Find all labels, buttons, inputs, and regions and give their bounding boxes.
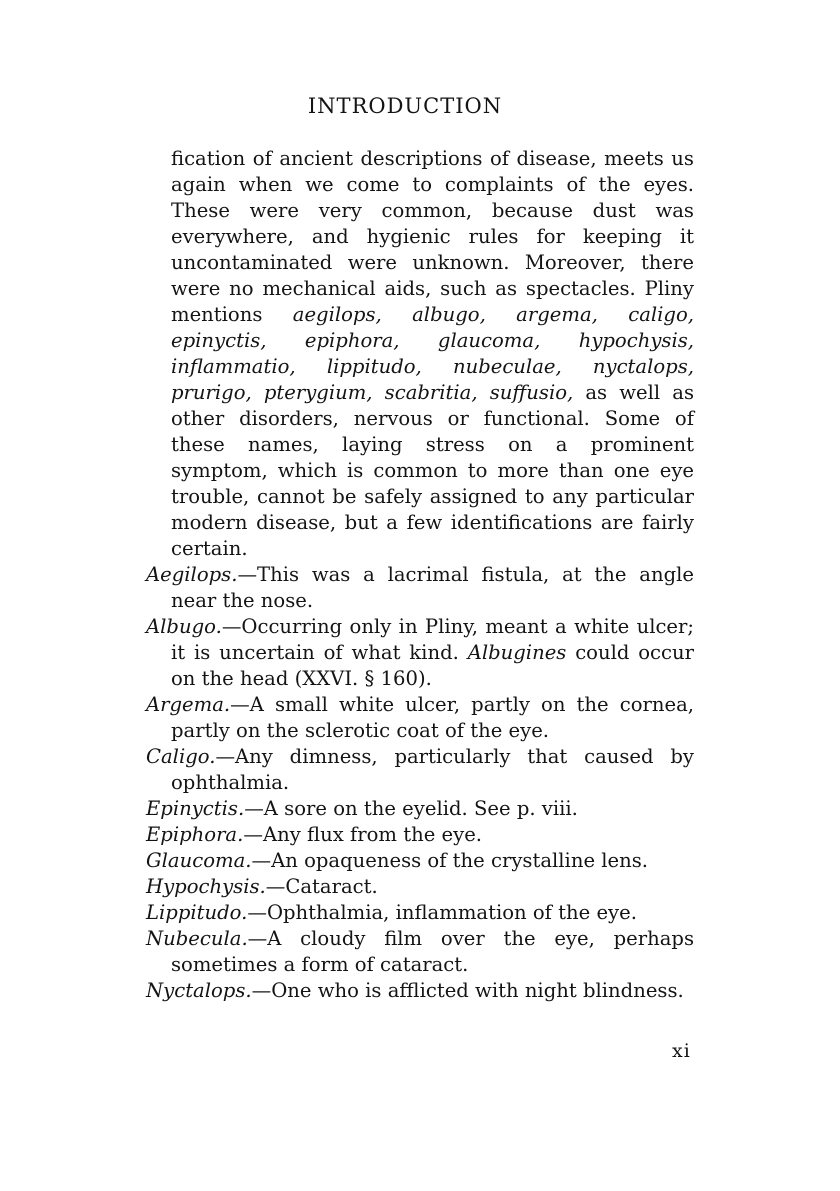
entry-definition: —This was a lacrimal fistula, at the angle near the nose. <box>171 563 694 612</box>
intro-paragraph <box>146 146 694 562</box>
entry-term: Lippitudo. <box>146 901 248 924</box>
page-number: xi <box>672 1040 691 1062</box>
entry-term: Nyctalops. <box>146 979 252 1002</box>
entry-definition: —An opaqueness of the crystalline lens. <box>251 849 649 872</box>
intro-text-before: fication of ancient descriptions of disease, meets us again when we come to complaints of the eyes. These were very common, because dust was everywhere, and hygienic rules for keeping it uncontaminated were unknown. Moreover, there were no mechanical aids, such as spectacles. Pliny mentions <box>171 147 694 326</box>
entry-definition-tail: could occur on the head (XXVI. § 160). <box>171 641 694 690</box>
glossary-entry-nubecula <box>146 926 694 978</box>
glossary-entry-argema <box>146 692 694 744</box>
entry-definition: —Ophthalmia, inflammation of the eye. <box>247 901 637 924</box>
glossary-entry-glaucoma <box>146 848 694 874</box>
entry-definition: —Any flux from the eye. <box>243 823 483 846</box>
glossary-entry-lippitudo <box>146 900 694 926</box>
entry-definition: —A sore on the eyelid. See p. viii. <box>244 797 578 820</box>
glossary-entry-hypochysis <box>146 874 694 900</box>
intro-text-after: as well as other disorders, nervous or functional. Some of these names, laying stress on a prominent symptom, which is common to more than one eye trouble, cannot be safely assigned to any particular modern disease, but a few identifications are fairly certain. <box>171 381 694 560</box>
entry-definition: —A small white ulcer, partly on the cornea, partly on the sclerotic coat of the eye. <box>171 693 694 742</box>
glossary-entry-aegilops <box>146 562 694 614</box>
entry-term: Albugo. <box>146 615 222 638</box>
entry-term: Caligo. <box>146 745 216 768</box>
entry-definition: —Cataract. <box>265 875 378 898</box>
body-text <box>146 146 694 1004</box>
glossary-entry-albugo <box>146 614 694 692</box>
entry-term: Aegilops. <box>146 563 238 586</box>
glossary-entry-epiphora <box>146 822 694 848</box>
entry-term: Glaucoma. <box>146 849 252 872</box>
glossary-entry-nyctalops <box>146 978 694 1004</box>
entry-term: Nubecula. <box>146 927 248 950</box>
entry-term: Hypochysis. <box>146 875 266 898</box>
glossary-entry-epinyctis <box>146 796 694 822</box>
entry-definition: —A cloudy film over the eye, perhaps sometimes a form of cataract. <box>171 927 694 976</box>
glossary-entry-caligo <box>146 744 694 796</box>
entry-italic-word: Albugines <box>467 641 567 664</box>
intro-italic-terms: aegilops, albugo, argema, caligo, epinyctis, epiphora, glaucoma, hypochysis, inflammatio, lippitudo, nubeculae, nyctalops, prurigo, pterygium, scabritia, suffusio, <box>171 303 694 404</box>
entry-term: Argema. <box>146 693 231 716</box>
entry-definition: —Any dimness, particularly that caused by ophthalmia. <box>171 745 694 794</box>
entry-definition: —One who is afflicted with night blindness. <box>251 979 684 1002</box>
entry-definition: —Occurring only in Pliny, meant a white ulcer; it is uncertain of what kind. <box>171 615 694 664</box>
running-head: INTRODUCTION <box>307 94 503 118</box>
entry-term: Epiphora. <box>146 823 244 846</box>
entry-term: Epinyctis. <box>146 797 245 820</box>
